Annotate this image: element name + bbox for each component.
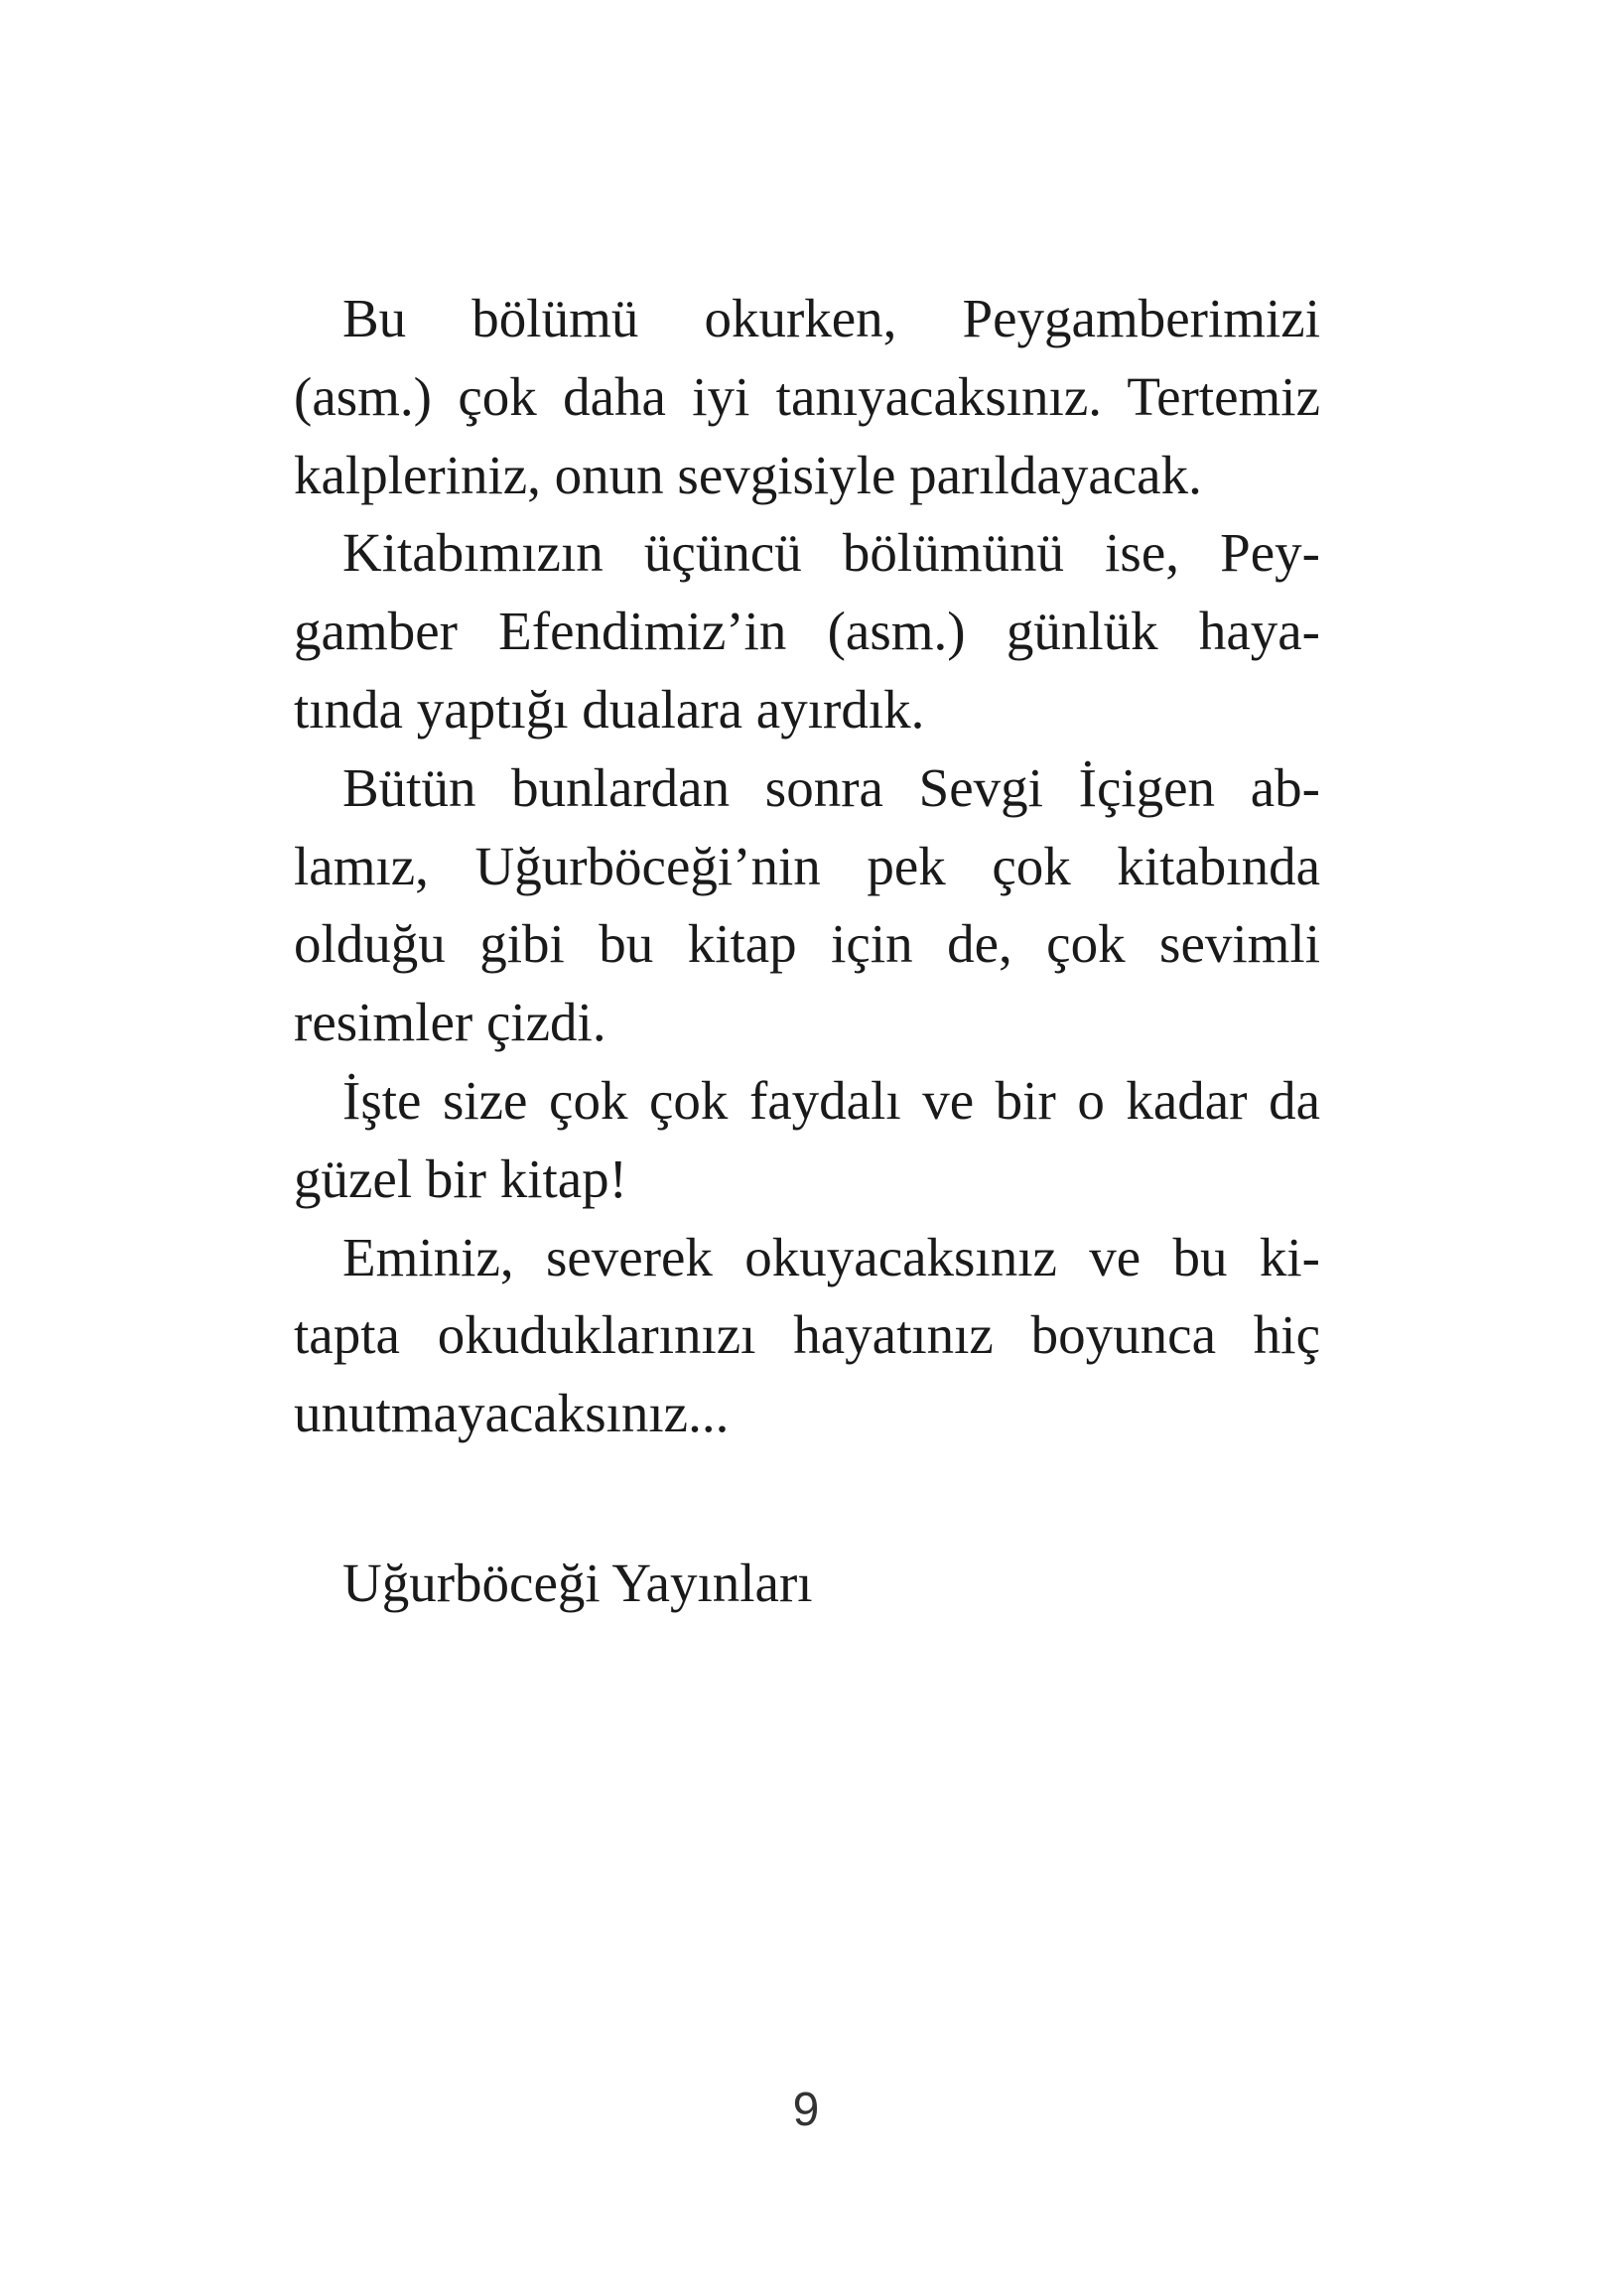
- text-line: tapta okuduklarınızı hayatınız boyunca hiç: [294, 1304, 1320, 1366]
- text-line: Bütün bunlardan sonra Sevgi İçigen ab-: [342, 756, 1320, 818]
- text-line: olduğu gibi bu kitap için de, çok sevimli: [294, 913, 1320, 975]
- text-line: resimler çizdi.: [294, 992, 606, 1053]
- text-line: lamız, Uğurböceği’nin pek çok kitabında: [294, 835, 1320, 896]
- publisher-signature: Uğurböceği Yayınları: [342, 1553, 813, 1613]
- text-line: güzel bir kitap!: [294, 1148, 627, 1209]
- text-line: kalpleriniz, onun sevgisiyle parıldayacak.: [294, 444, 1202, 505]
- text-line: unutmayacaksınız...: [294, 1383, 730, 1444]
- text-line: Bu bölümü okurken, Peygamberimizi: [342, 288, 1320, 348]
- text-line: Eminiz, severek okuyacaksınız ve bu ki-: [342, 1226, 1320, 1287]
- text-line: (asm.) çok daha iyi tanıyacaksınız. Tertemiz: [294, 365, 1320, 427]
- text-line: tında yaptığı dualara ayırdık.: [294, 678, 925, 740]
- text-line: Kitabımızın üçüncü bölümünü ise, Pey-: [342, 522, 1320, 584]
- page-number: 9: [792, 2084, 820, 2136]
- text-line: gamber Efendimiz’in (asm.) günlük haya-: [294, 601, 1320, 662]
- text-line: İşte size çok çok faydalı ve bir o kadar da: [342, 1069, 1320, 1131]
- body-text: [294, 280, 1320, 1453]
